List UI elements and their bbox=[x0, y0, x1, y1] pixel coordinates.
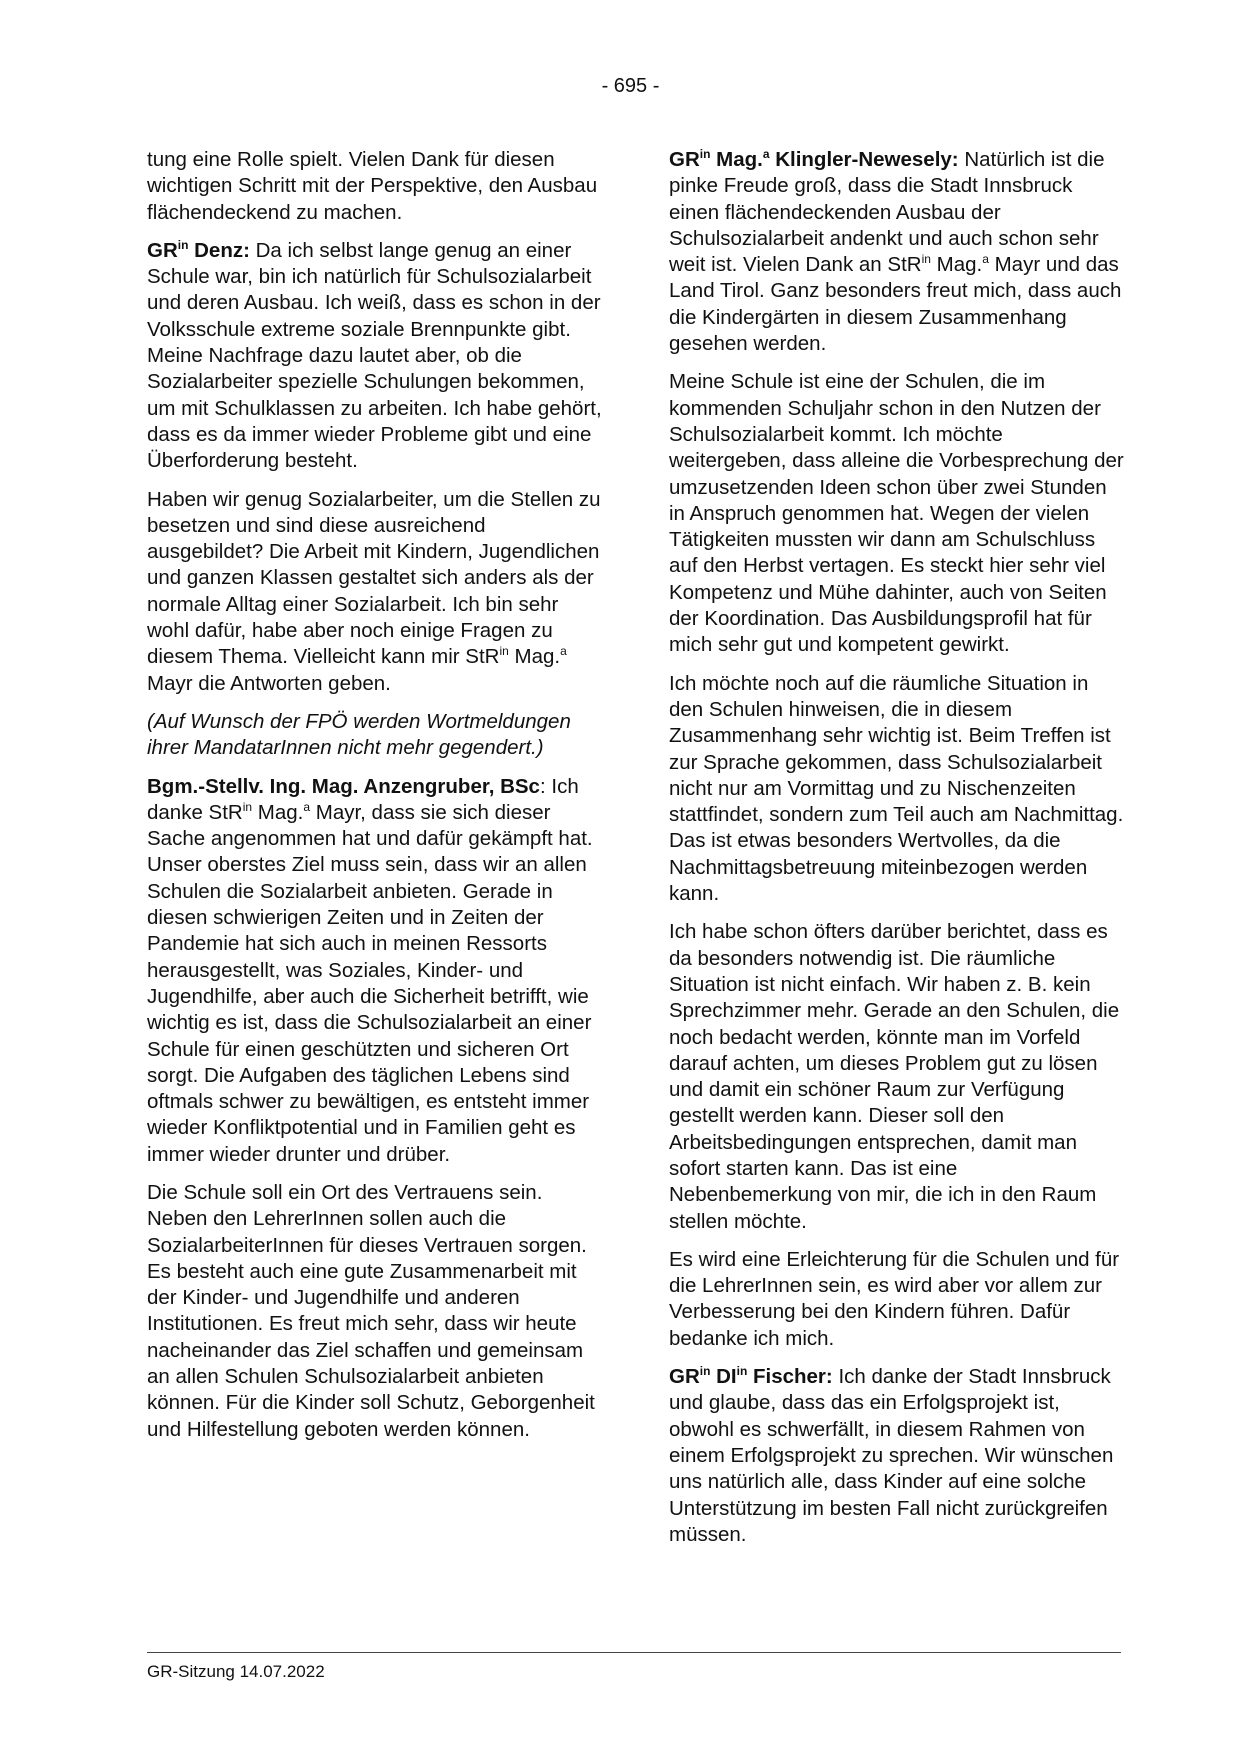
paragraph: Die Schule soll ein Ort des Vertrauens sein. Neben den LehrerInnen sollen auch die SozialarbeiterInnen für dieses Vertrauen sorgen. Es besteht auch eine gute Zusammenarbeit mit der Kinder- und Jugendhilfe und anderen Institutionen. Es freut mich sehr, dass wir heute nacheinander das Ziel schaffen und gemeinsam an allen Schulen Schulsozialarbeit anbieten können. Für die Kinder soll Schutz, Geborgenheit und Hilfestellung geboten werden können. bbox=[147, 1180, 595, 1441]
speaker-label: $GR^{in}$ $DI^{in}$ Fischer: bbox=[669, 1364, 833, 1389]
editorial-note: (Auf Wunsch der FPÖ werden Wortmeldungen ihrer MandatarInnen nicht mehr gegendert.) bbox=[147, 709, 571, 760]
paragraph-speech-fischer: $GR^{in}$ $DI^{in}$ Fischer: Ich danke der Stadt Innsbruck und glaube, dass das ein Erfolgsprojekt ist, obwohl es schwerfällt, in diesem Rahmen von einem Erfolgsprojekt zu sprechen. Wir wünschen uns natürlich alle, dass Kinder auf eine solche Unterstützung im besten Fall nicht zurückgreifen müssen. bbox=[669, 1364, 1114, 1546]
paragraph-speech-anzengruber: Bgm.-Stellv. Ing. Mag. Anzengruber, BSc: Ich danke StR$^{in}$ Mag.$^a$ Mayr, dass sie sich dieser Sache angenommen hat und dafür gekämpft hat. Unser oberstes Ziel muss sein, dass wir an allen Schulen die Sozialarbeit anbieten. Gerade in diesen schwierigen Zeiten und in Zeiten der Pandemie hat sich auch in meinen Ressorts herausgestellt, was Soziales, Kinder- und Jugendhilfe, aber auch die Sicherheit betrifft, wie wichtig es ist, dass die Schulsozialarbeit an einer Schule für einen geschützten und sicheren Ort sorgt. Die Aufgaben des täglichen Lebens sind oftmals schwer zu bewältigen, es entsteht immer wieder Konfliktpotential und in Familien geht es immer wieder drunter und drüber. bbox=[147, 774, 593, 1166]
footer-session-date: GR-Sitzung 14.07.2022 bbox=[147, 1662, 325, 1681]
paragraph: Es wird eine Erleichterung für die Schulen und für die LehrerInnen sein, es wird aber vor allem zur Verbesserung bei den Kindern führen. Dafür bedanke ich mich. bbox=[669, 1247, 1120, 1350]
right-column bbox=[669, 147, 1125, 1560]
speaker-label: $GR^{in}$ Mag.$^a$ Klingler-Newesely: bbox=[669, 147, 959, 171]
footer-divider bbox=[147, 1652, 1121, 1653]
paragraph: Meine Schule ist eine der Schulen, die im kommenden Schuljahr schon in den Nutzen der Schulsozialarbeit kommt. Ich möchte weitergeben, dass alleine die Vorbesprechung der umzusetzenden Ideen schon über zwei Stunden in Anspruch genommen hat. Wegen der vielen Tätigkeiten mussten wir dann am Schulschluss auf den Herbst vertagen. Es steckt hier sehr viel Kompetenz und Mühe dahinter, auch von Seiten der Koordination. Das Ausbildungsprofil hat für mich sehr gut und kompetent gewirkt. bbox=[669, 370, 1124, 657]
paragraph: Ich habe schon öfters darüber berichtet, dass es da besonders notwendig ist. Die räumliche Situation ist nicht einfach. Wir haben z. B. kein Sprechzimmer mehr. Gerade an den Schulen, die noch bedacht werden, könnte man im Vorfeld darauf achten, um dieses Problem gut zu lösen und damit ein schöner Raum zur Verfügung gestellt werden kann. Dieser soll den Arbeitsbedingungen entsprechen, damit man sofort starten kann. Das ist eine Nebenbemerkung von mir, die ich in den Raum stellen möchte. bbox=[669, 920, 1120, 1233]
page-number: - 695 - bbox=[601, 75, 660, 97]
left-column bbox=[147, 147, 603, 1455]
paragraph: Ich möchte noch auf die räumliche Situation in den Schulen hinweisen, die in diesem Zusammenhang sehr wichtig ist. Beim Treffen ist zur Sprache gekommen, dass Schulsozialarbeit nicht nur am Vormittag und zu Nischenzeiten stattfindet, sondern zum Teil auch am Nachmittag. Das ist etwas besonders Wertvolles, da die Nachmittagsbetreuung miteinbezogen werden kann. bbox=[669, 671, 1124, 906]
paragraph: Haben wir genug Sozialarbeiter, um die Stellen zu besetzen und sind diese ausreichend ausgebildet? Die Arbeit mit Kindern, Jugendlichen und ganzen Klassen gestaltet sich anders als der normale Alltag einer Sozialarbeit. Ich bin sehr wohl dafür, habe aber noch einige Fragen zu diesem Thema. Vielleicht kann mir StR$^{in}$ Mag.$^a$ Mayr die Antworten geben. bbox=[147, 487, 601, 695]
paragraph-speech-denz bbox=[147, 238, 603, 475]
paragraph-speech-klingler-newesely: $GR^{in}$ Mag.$^a$ Klingler-Newesely: Natürlich ist die pinke Freude groß, dass die Stadt Innsbruck einen flächendeckenden Ausbau der Schulsozialarbeit andenkt und auch schon sehr weit ist. Vielen Dank an StR$^{in}$ Mag.$^a$ Mayr und das Land Tirol. Ganz besonders freut mich, dass auch die Kindergärten in diesem Zusammenhang gesehen werden. bbox=[669, 147, 1122, 356]
speech-text: Da ich selbst lange genug an einer Schule war, bin ich natürlich für Schulsozialarbeit und deren Ausbau. Ich weiß, dass es schon in der Volksschule extreme soziale Brennpunkte gibt. Meine Nachfrage dazu lautet aber, ob die Sozialarbeiter spezielle Schulungen bekommen, um mit Schulklassen zu arbeiten. Ich habe gehört, dass es da immer wieder Probleme gibt und eine Überforderung besteht. bbox=[147, 238, 602, 473]
speaker-label: Bgm.-Stellv. Ing. Mag. Anzengruber, BSc bbox=[147, 774, 540, 798]
paragraph: tung eine Rolle spielt. Vielen Dank für diesen wichtigen Schritt mit der Perspektive, den Ausbau flächendeckend zu machen. bbox=[147, 148, 598, 224]
speaker-label: $GR^{in}$ Denz: bbox=[147, 237, 250, 262]
